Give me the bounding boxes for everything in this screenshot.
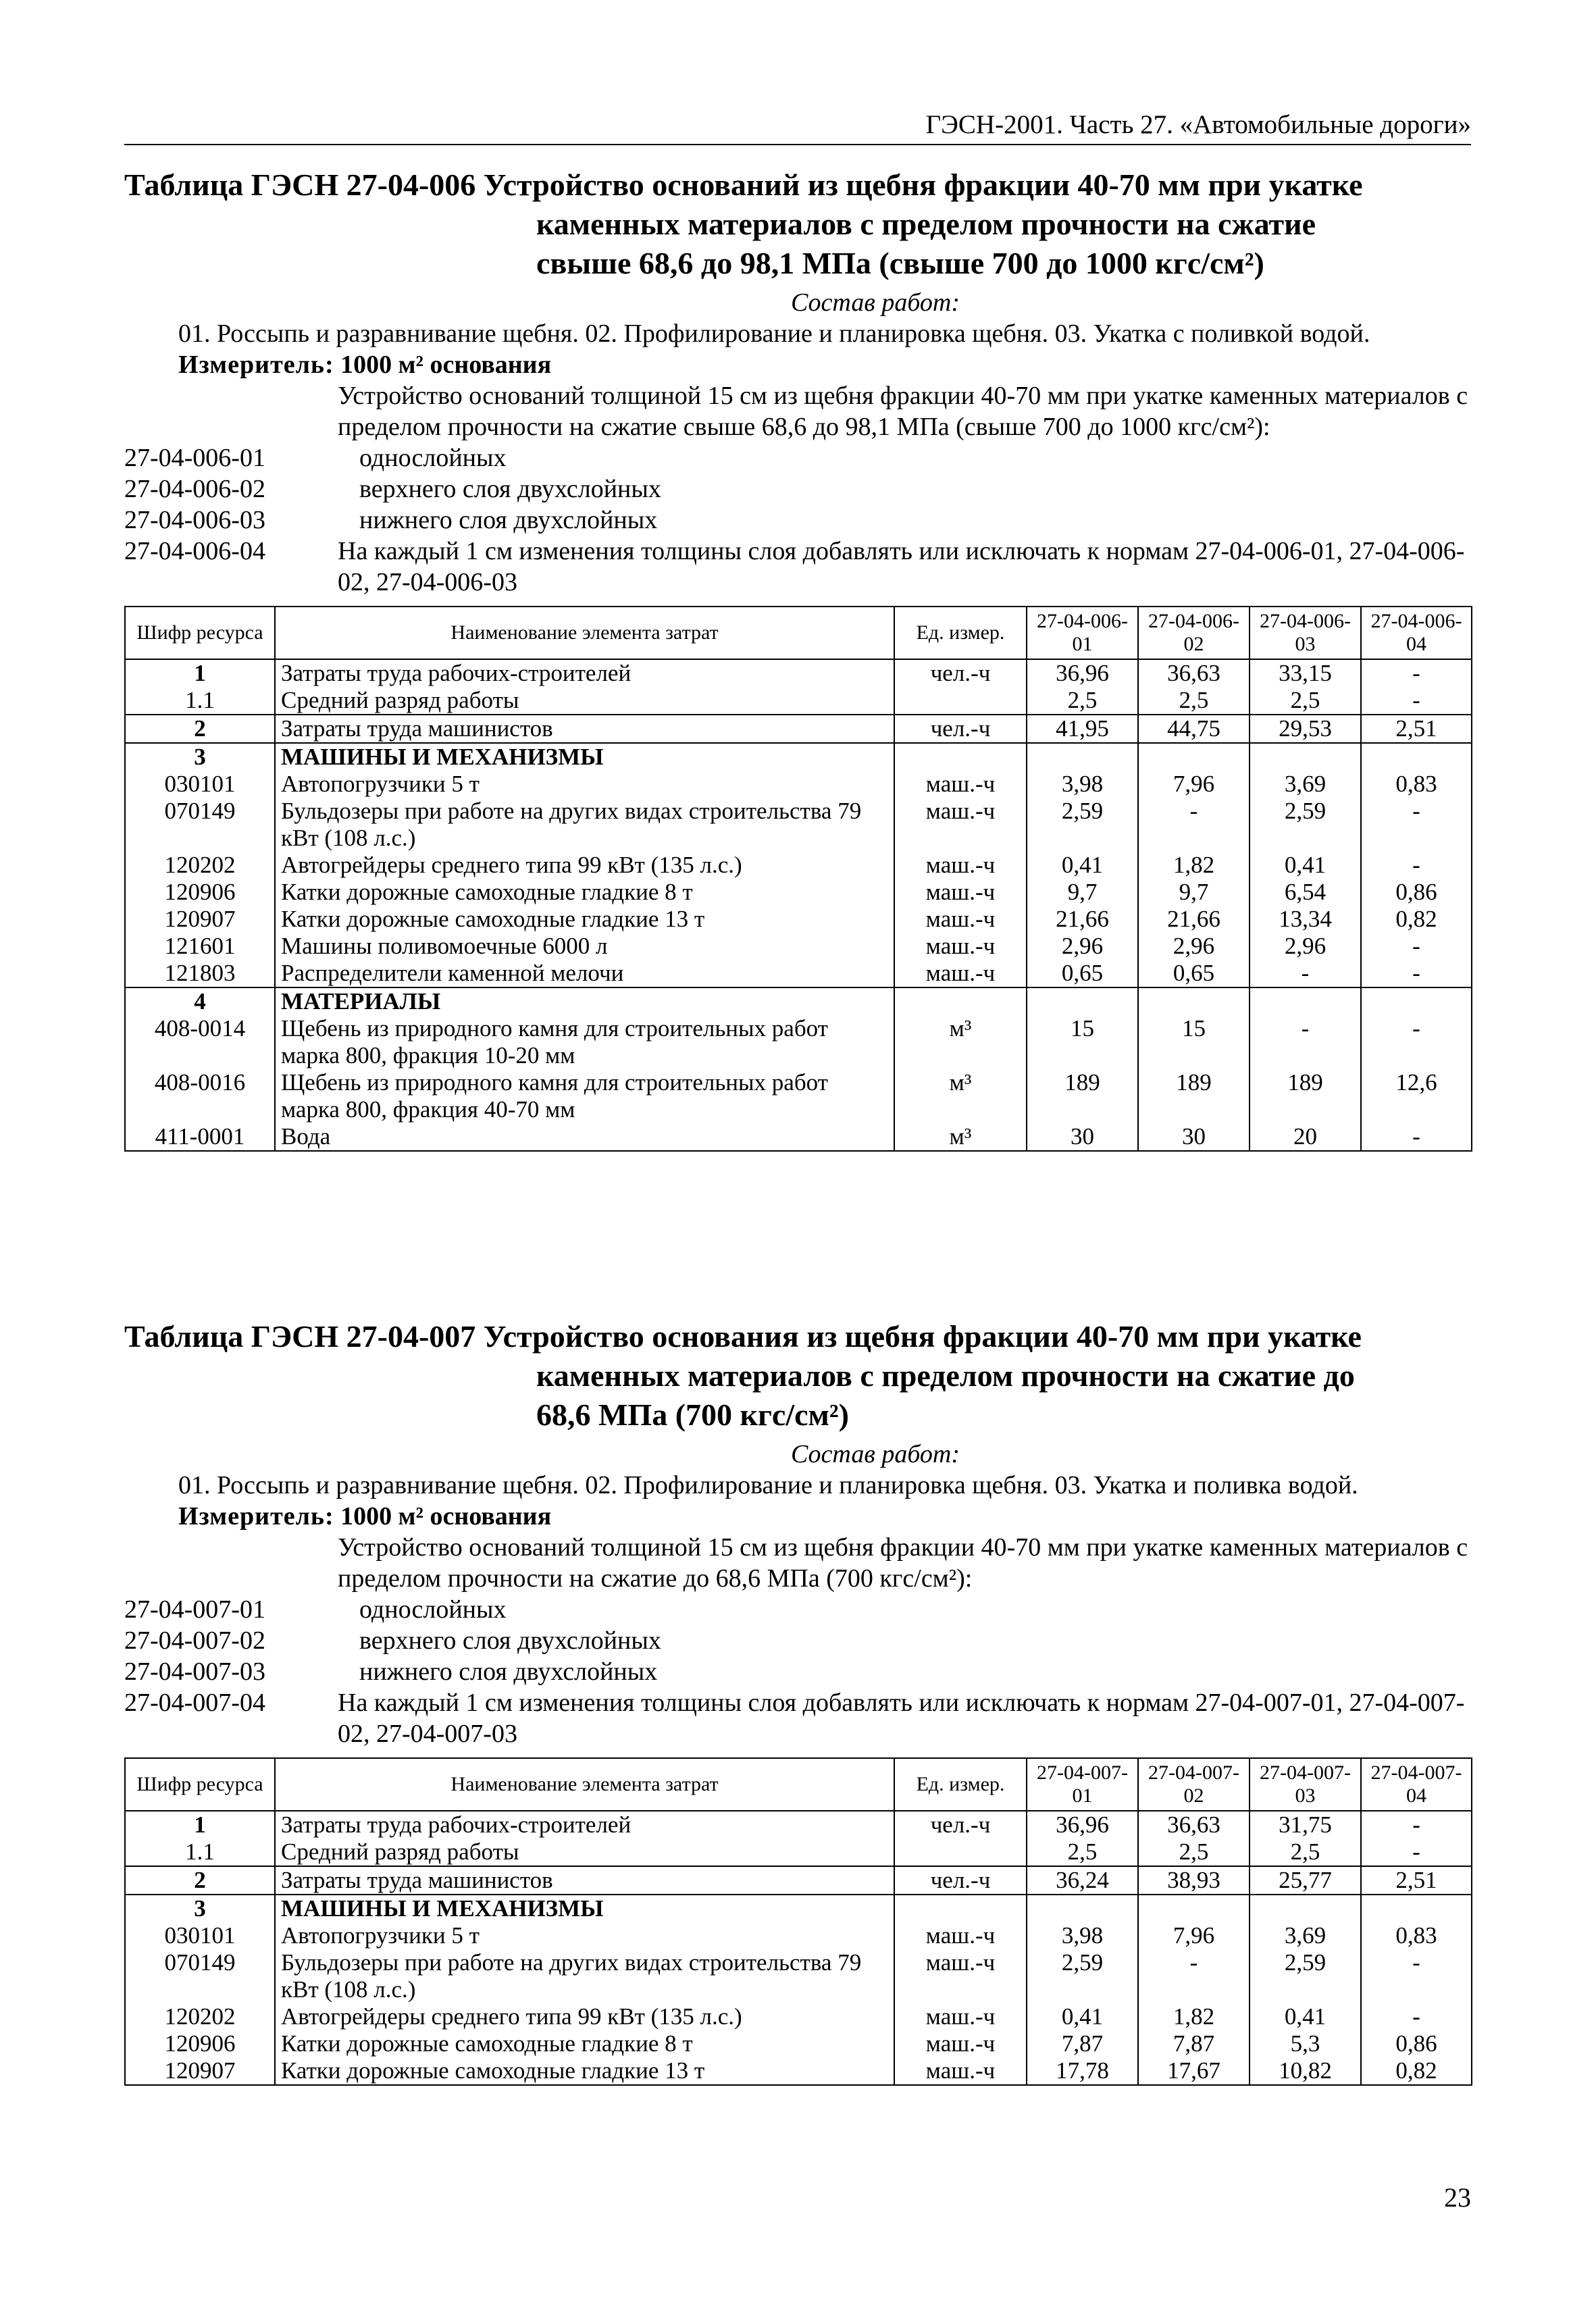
norm-value: 17,67 [1138,2057,1250,2085]
composition-text: 01. Россыпь и разравнивание щебня. 02. Профилирование и планировка щебня. 03. Укатка и поливка водой. [178,1471,1358,1499]
resource-name: Затраты труда машинистов [275,1866,894,1895]
norm-value: - [1361,933,1472,960]
norm-code: 27-04-006-01 [124,444,265,472]
norm-code-row [124,1656,1471,1687]
norm-value: 0,41 [1027,852,1138,879]
norm-value: - [1361,960,1472,987]
norm-code-row [124,1625,1471,1656]
norm-value: 31,75 [1250,1811,1361,1839]
norm-value: 12,6 [1361,1069,1472,1123]
norm-value: 2,5 [1027,687,1138,715]
resource-table [124,606,1472,1152]
norm-value: 2,5 [1027,1839,1138,1866]
norm-code-text: верхнего слоя двухслойных [359,1626,661,1655]
norm-code: 27-04-006-02 [124,475,265,503]
table-row [125,715,1472,743]
resource-name: Распределители каменной мелочи [275,960,894,987]
resource-unit: маш.-ч [894,2003,1027,2030]
page-number: 23 [1444,2182,1471,2213]
resource-code: 121803 [125,960,275,987]
norm-value: - [1250,960,1361,987]
resource-name: Затраты труда рабочих-строителей [275,1811,894,1839]
resource-name: Средний разряд работы [275,687,894,715]
table-row [125,987,1472,1015]
norm-value: - [1250,1015,1361,1069]
norm-value: - [1361,852,1472,879]
resource-name: Затраты труда машинистов [275,715,894,743]
table-title-line: каменных материалов с пределом прочности на сжатие до [536,1358,1355,1393]
norm-code-row [124,442,1471,473]
norm-code: 27-04-006-03 [124,506,265,534]
resource-unit [894,1839,1027,1866]
norm-code-text: однослойных [359,444,507,472]
norm-value: 21,66 [1027,906,1138,933]
resource-name: Средний разряд работы [275,1839,894,1866]
norm-value: 0,83 [1361,771,1472,798]
meter-label: Измеритель: [178,1502,334,1531]
norm-value: 2,96 [1027,933,1138,960]
resource-code: 2 [125,715,275,743]
resource-unit: м³ [894,1069,1027,1123]
norm-value [1138,987,1250,1015]
resource-name: Затраты труда рабочих-строителей [275,659,894,687]
norm-value: 15 [1027,1015,1138,1069]
resource-code: 120907 [125,906,275,933]
norm-description: Устройство оснований толщиной 15 см из щебня фракции 40-70 мм при укатке каменных материалов с пределом прочности на сжатие до 68,6 МПа (700 кгс/см²): [338,1533,1468,1593]
column-header-norm: 27-04-006-02 [1138,607,1250,659]
norm-value: 5,3 [1250,2030,1361,2057]
resource-code: 121601 [125,933,275,960]
resource-code: 408-0014 [125,1015,275,1069]
table-row [125,1811,1472,1839]
norm-value: - [1138,798,1250,852]
norm-code-text: На каждый 1 см изменения толщины слоя добавлять или исключать к нормам 27-04-007-01, 27-04-007-02, 27-04-007-03 [338,1689,1465,1748]
table-title-line: Таблица ГЭСН 27-04-006 Устройство оснований из щебня фракции 40-70 мм при укатке [124,168,1363,202]
norm-code-row [124,536,1471,598]
norm-value: 2,5 [1138,1839,1250,1866]
table-row [125,2057,1472,2085]
resource-name: Бульдозеры при работе на других видах строительства 79 кВт (108 л.с.) [275,798,894,852]
resource-name: Автогрейдеры среднего типа 99 кВт (135 л.с.) [275,852,894,879]
norm-value: 0,83 [1361,1922,1472,1949]
norm-value: 3,98 [1027,1922,1138,1949]
table-row [125,2030,1472,2057]
norm-value: 0,41 [1250,2003,1361,2030]
meter-value: 1000 м² основания [340,351,552,379]
resource-unit [894,687,1027,715]
resource-code: 3 [125,1895,275,1922]
norm-code: 27-04-006-04 [124,537,265,565]
norm-value: 9,7 [1027,879,1138,906]
norm-code-text: верхнего слоя двухслойных [359,475,661,503]
running-header: ГЭСН-2001. Часть 27. «Автомобильные дороги» [124,109,1471,145]
resource-table [124,1757,1472,2086]
norm-value: 10,82 [1250,2057,1361,2085]
resource-code: 1 [125,1811,275,1839]
column-header-norm: 27-04-007-04 [1361,1758,1472,1811]
norm-table-block-007 [124,1317,1471,2086]
norm-value: 0,86 [1361,2030,1472,2057]
table-title [124,1317,1471,1435]
norm-value: 189 [1138,1069,1250,1123]
norm-value: 0,82 [1361,906,1472,933]
resource-unit: маш.-ч [894,2057,1027,2085]
resource-code: 120202 [125,852,275,879]
norm-value: 2,59 [1027,798,1138,852]
norm-value: 2,59 [1027,1949,1138,2003]
resource-code: 1 [125,659,275,687]
table-row [125,1123,1472,1151]
column-header-code: Шифр ресурса [125,607,275,659]
norm-value: 0,65 [1138,960,1250,987]
table-row [125,1839,1472,1866]
norm-value: 7,96 [1138,1922,1250,1949]
norm-code: 27-04-007-01 [124,1595,265,1624]
norm-value: 36,63 [1138,659,1250,687]
composition-text: 01. Россыпь и разравнивание щебня. 02. Профилирование и планировка щебня. 03. Укатка с поливкой водой. [178,319,1370,348]
table-row [125,687,1472,715]
resource-name: Машины поливомоечные 6000 л [275,933,894,960]
norm-value [1361,987,1472,1015]
norm-value: 20 [1250,1123,1361,1151]
column-header-norm: 27-04-007-03 [1250,1758,1361,1811]
norm-code-row [124,473,1471,505]
norm-value: 3,69 [1250,771,1361,798]
column-header-norm: 27-04-006-04 [1361,607,1472,659]
norm-value: 2,96 [1250,933,1361,960]
resource-name: МАШИНЫ И МЕХАНИЗМЫ [275,743,894,771]
norm-value: - [1361,1123,1472,1151]
norm-value: 2,59 [1250,1949,1361,2003]
resource-code: 411-0001 [125,1123,275,1151]
column-header-norm: 27-04-006-03 [1250,607,1361,659]
norm-value: 0,41 [1027,2003,1138,2030]
norm-value: 189 [1027,1069,1138,1123]
norm-code-text: нижнего слоя двухслойных [359,1657,658,1686]
resource-code: 120906 [125,2030,275,2057]
norm-value: 13,34 [1250,906,1361,933]
table-title-line: 68,6 МПа (700 кгс/см²) [536,1397,849,1432]
table-row [125,1895,1472,1922]
table-row [125,1949,1472,2003]
meter-line [124,349,1471,380]
column-header-norm: 27-04-007-02 [1138,1758,1250,1811]
column-header-code: Шифр ресурса [125,1758,275,1811]
table-row [125,933,1472,960]
resource-unit: маш.-ч [894,1922,1027,1949]
resource-name: Катки дорожные самоходные гладкие 8 т [275,879,894,906]
norm-value [1027,1895,1138,1922]
table-row [125,2003,1472,2030]
resource-name: Щебень из природного камня для строительных работ марка 800, фракция 10-20 мм [275,1015,894,1069]
norm-description: Устройство оснований толщиной 15 см из щебня фракции 40-70 мм при укатке каменных материалов с пределом прочности на сжатие свыше 68,6 до 98,1 МПа (свыше 700 до 1000 кгс/см²): [338,382,1468,441]
norm-table-block-006 [124,165,1471,1152]
resource-unit [894,987,1027,1015]
resource-code: 120906 [125,879,275,906]
table-row [125,771,1472,798]
norm-value: 2,51 [1361,715,1472,743]
resource-code: 120202 [125,2003,275,2030]
norm-value: 1,82 [1138,852,1250,879]
norm-value: 30 [1138,1123,1250,1151]
norm-code-row [124,505,1471,536]
norm-value [1361,1895,1472,1922]
norm-value: 44,75 [1138,715,1250,743]
resource-name: Катки дорожные самоходные гладкие 13 т [275,906,894,933]
table-title [124,165,1471,283]
norm-value: 21,66 [1138,906,1250,933]
norm-value: - [1361,1949,1472,2003]
norm-value [1250,987,1361,1015]
table-row [125,1866,1472,1895]
resource-unit: чел.-ч [894,659,1027,687]
norm-value: 36,24 [1027,1866,1138,1895]
resource-code: 030101 [125,771,275,798]
resource-unit: маш.-ч [894,771,1027,798]
resource-unit: м³ [894,1015,1027,1069]
resource-code: 2 [125,1866,275,1895]
norm-value: - [1361,687,1472,715]
resource-unit: маш.-ч [894,1949,1027,2003]
resource-name: Катки дорожные самоходные гладкие 13 т [275,2057,894,2085]
table-title-line: Таблица ГЭСН 27-04-007 Устройство основания из щебня фракции 40-70 мм при укатке [124,1319,1362,1354]
norm-value [1027,987,1138,1015]
norm-value: - [1361,1811,1472,1839]
resource-unit: чел.-ч [894,715,1027,743]
resource-unit: маш.-ч [894,879,1027,906]
table-row [125,743,1472,771]
norm-value: 2,5 [1250,1839,1361,1866]
resource-unit [894,743,1027,771]
table-header-row [125,1758,1472,1811]
resource-code: 1.1 [125,687,275,715]
norm-code-text: нижнего слоя двухслойных [359,506,658,534]
norm-value: 0,65 [1027,960,1138,987]
norm-code-row [124,1594,1471,1625]
table-header-row [125,607,1472,659]
table-row [125,960,1472,987]
resource-unit: маш.-ч [894,906,1027,933]
norm-value: - [1361,1015,1472,1069]
norm-value: 2,5 [1250,687,1361,715]
table-row [125,852,1472,879]
norm-value: 36,63 [1138,1811,1250,1839]
norm-value: 2,96 [1138,933,1250,960]
norm-value: 7,96 [1138,771,1250,798]
norm-value: 36,96 [1027,659,1138,687]
resource-name: Катки дорожные самоходные гладкие 8 т [275,2030,894,2057]
norm-value: 17,78 [1027,2057,1138,2085]
norm-value: 41,95 [1027,715,1138,743]
column-header-norm: 27-04-006-01 [1027,607,1138,659]
norm-value: - [1361,659,1472,687]
table-row [125,1922,1472,1949]
norm-value [1250,1895,1361,1922]
norm-value: 7,87 [1027,2030,1138,2057]
resource-code: 070149 [125,798,275,852]
table-row [125,1069,1472,1123]
resource-code: 1.1 [125,1839,275,1866]
norm-value: 36,96 [1027,1811,1138,1839]
norm-value: 33,15 [1250,659,1361,687]
resource-name: Автогрейдеры среднего типа 99 кВт (135 л.с.) [275,2003,894,2030]
resource-name: Вода [275,1123,894,1151]
norm-value: 3,98 [1027,771,1138,798]
resource-unit [894,1895,1027,1922]
norm-value: 0,86 [1361,879,1472,906]
norm-code: 27-04-007-02 [124,1626,265,1655]
norm-value: 25,77 [1250,1866,1361,1895]
meter-line [124,1501,1471,1532]
resource-code: 030101 [125,1922,275,1949]
composition-label: Состав работ: [790,1440,960,1468]
norm-code-text: На каждый 1 см изменения толщины слоя добавлять или исключать к нормам 27-04-006-01, 27-04-006-02, 27-04-006-03 [338,537,1465,596]
resource-unit: маш.-ч [894,852,1027,879]
resource-unit: чел.-ч [894,1866,1027,1895]
table-row [125,798,1472,852]
norm-value: 15 [1138,1015,1250,1069]
resource-name: МАШИНЫ И МЕХАНИЗМЫ [275,1895,894,1922]
norm-value: 30 [1027,1123,1138,1151]
norm-value: - [1361,1839,1472,1866]
norm-value [1138,743,1250,771]
meter-label: Измеритель: [178,351,334,379]
norm-value: 3,69 [1250,1922,1361,1949]
norm-value: 2,59 [1250,798,1361,852]
resource-code: 120907 [125,2057,275,2085]
norm-code: 27-04-007-04 [124,1689,265,1717]
norm-code-text: однослойных [359,1595,507,1624]
column-header-name: Наименование элемента затрат [275,607,894,659]
resource-unit: маш.-ч [894,798,1027,852]
table-title-line: каменных материалов с пределом прочности на сжатие [536,207,1316,241]
resource-name: Бульдозеры при работе на других видах строительства 79 кВт (108 л.с.) [275,1949,894,2003]
norm-value: - [1138,1949,1250,2003]
norm-value: - [1361,798,1472,852]
resource-unit: м³ [894,1123,1027,1151]
norm-value: 29,53 [1250,715,1361,743]
resource-name: Щебень из природного камня для строительных работ марка 800, фракция 40-70 мм [275,1069,894,1123]
table-row [125,906,1472,933]
table-row [125,1015,1472,1069]
norm-value: 2,5 [1138,687,1250,715]
norm-code: 27-04-007-03 [124,1657,265,1686]
resource-name: Автопогрузчики 5 т [275,771,894,798]
resource-unit: маш.-ч [894,2030,1027,2057]
norm-value: 6,54 [1250,879,1361,906]
resource-name: МАТЕРИАЛЫ [275,987,894,1015]
column-header-unit: Ед. измер. [894,607,1027,659]
resource-code: 408-0016 [125,1069,275,1123]
column-header-unit: Ед. измер. [894,1758,1027,1811]
norm-value: 7,87 [1138,2030,1250,2057]
column-header-norm: 27-04-007-01 [1027,1758,1138,1811]
norm-value [1138,1895,1250,1922]
resource-name: Автопогрузчики 5 т [275,1922,894,1949]
resource-code: 3 [125,743,275,771]
resource-unit: чел.-ч [894,1811,1027,1839]
resource-unit: маш.-ч [894,933,1027,960]
norm-value: 189 [1250,1069,1361,1123]
norm-code-row [124,1687,1471,1749]
resource-code: 070149 [125,1949,275,2003]
norm-value [1027,743,1138,771]
composition-label: Состав работ: [790,288,960,317]
table-title-line: свыше 68,6 до 98,1 МПа (свыше 700 до 1000 кгс/см²) [536,246,1264,280]
norm-value [1361,743,1472,771]
norm-value: 0,82 [1361,2057,1472,2085]
norm-value: 0,41 [1250,852,1361,879]
norm-value [1250,743,1361,771]
norm-value: 9,7 [1138,879,1250,906]
table-row [125,879,1472,906]
norm-value: 2,51 [1361,1866,1472,1895]
meter-value: 1000 м² основания [340,1502,552,1531]
norm-value: 38,93 [1138,1866,1250,1895]
resource-code: 4 [125,987,275,1015]
norm-value: - [1361,2003,1472,2030]
norm-value: 1,82 [1138,2003,1250,2030]
table-row [125,659,1472,687]
resource-unit: маш.-ч [894,960,1027,987]
column-header-name: Наименование элемента затрат [275,1758,894,1811]
